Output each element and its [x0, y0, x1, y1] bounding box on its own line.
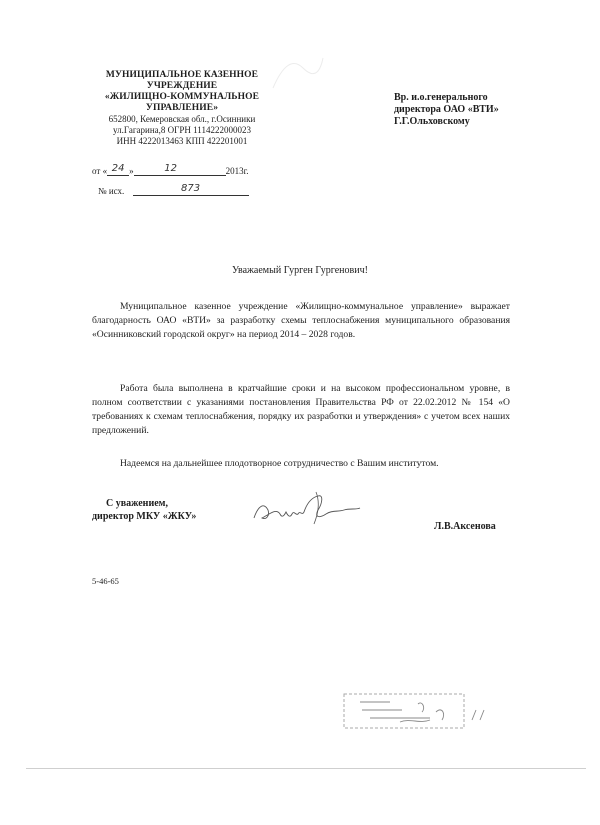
recipient-block [394, 92, 554, 128]
sender-address-line: ул.Гагарина,8 ОГРН 1114222000023 [113, 125, 251, 135]
date-day: 24 [107, 164, 129, 176]
salutation: Уважаемый Гурген Гургенович! [232, 265, 368, 276]
paragraph-text: Муниципальное казенное учреждение «Жилищно-коммунальное управление» выражает благодарность ОАО «ВТИ» за разработку схемы теплоснабжения муниципального образования «Осинниковский городской округ» на период 2014 – 2028 годов. [92, 301, 510, 340]
paragraph-text: Надеемся на дальнейшее плодотворное сотрудничество с Вашим институтом. [120, 458, 439, 469]
handwritten-signature [248, 488, 368, 530]
recipient-line: Вр. и.о.генерального [394, 92, 488, 103]
faint-watermark-mark [268, 48, 328, 98]
closing-line: директор МКУ «ЖКУ» [92, 511, 197, 522]
signer-name: Л.В.Аксенова [434, 521, 496, 532]
date-mid: » [129, 166, 134, 176]
recipient-line: Г.Г.Ольховскому [394, 116, 470, 127]
sender-org-line: «ЖИЛИЩНО-КОММУНАЛЬНОЕ [104, 92, 260, 102]
phone-number: 5-46-65 [92, 576, 119, 586]
closing-line: С уважением, [106, 498, 168, 509]
number-value: 873 [133, 184, 249, 196]
sender-org-line: УПРАВЛЕНИЕ» [145, 103, 219, 113]
sender-address-line: 652800, Кемеровская обл., г.Осинники [108, 114, 256, 124]
sender-org-line: МУНИЦИПАЛЬНОЕ КАЗЕННОЕ [105, 70, 259, 80]
paragraph-text: Работа была выполнена в кратчайшие сроки и на высоком профессиональном уровне, в полном соответствии с указаниями постановления Правительства РФ от 22.02.2012 № 154 «О требованиях к схемам теплоснабжения, порядку их разработки и утверждения» с учетом всех наших предложений. [92, 383, 510, 436]
sender-org-line: УЧРЕЖДЕНИЕ [146, 81, 218, 91]
registration-stamp [340, 690, 500, 734]
sender-address-line: ИНН 4222013463 КПП 422201001 [116, 136, 248, 146]
date-year: 2013г. [225, 166, 249, 176]
sender-block [92, 70, 272, 147]
outgoing-date [92, 164, 249, 176]
outgoing-number [98, 184, 249, 196]
date-month: 12 [160, 164, 182, 176]
body-paragraph-1 [92, 300, 510, 342]
closing-block [92, 497, 196, 523]
number-label: № исх. [98, 186, 125, 196]
recipient-line: директора ОАО «ВТИ» [394, 104, 499, 115]
body-paragraph-3 [92, 457, 510, 471]
date-gap [182, 164, 226, 176]
body-paragraph-2 [92, 382, 510, 438]
date-gap [134, 164, 160, 176]
bottom-divider [26, 768, 586, 769]
date-prefix: от « [92, 166, 108, 176]
